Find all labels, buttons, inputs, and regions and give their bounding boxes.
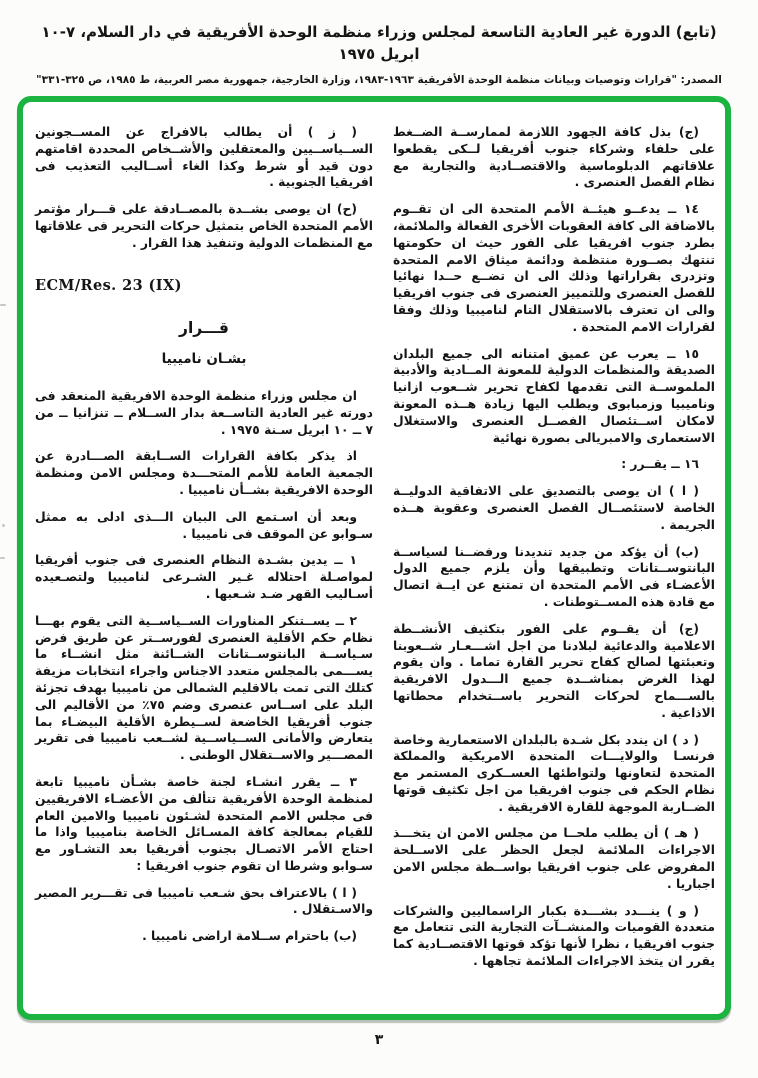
header-title: (تابع) الدورة غير العادية التاسعة لمجلس وزراء منظمة الوحدة الأفريقية في دار السلام، ٧-١٠ ابريل ١٩٧٥ (41, 23, 717, 63)
scan-artifact (0, 557, 5, 559)
para-15-gratitude-aid: ١٥ ــ يعرب عن عميق امتنانه الى جميع البلدان الصديقة والمنظمات الدولية للمعونة المــادية والأدبية الملموســة التى تقدمها لكفاح تحرير شــعوب ازانيا وناميبيا وزمبابوى ويطلب اليها زيادة هــذه المعونة لامكان اســتئصال الفصــل العنصرى والاستغلال الاستعمارى والامبريالى بصورة نهائية (393, 346, 715, 445)
item-d-colonial-powers: ( د ) ان يندد بكل شـدة بالبلدان الاستعمارية وخاصة فرنسـا والولايـــات المتحدة الامريكية والمملكة المتحدة لتعاونها ولتواطئها العســكرى المستمر مع نظام الحكم فى جنوب افريقيا من اجل تكثيف قوتها الضــاربة الموجهة للقارة الافريقية . (393, 732, 715, 814)
page-header (28, 22, 730, 87)
op-2-denounces-maneuvers: ٢ ــ يســتنكر المناورات الســياســية التى يقوم بهـــا نظام حكم الأقلية العنصرى لفورســتر عن طريق فرض سـياســة البانتوســتانات الشــائنة مثل انشــاء ما يســـمى بالمجلس متعدد الاجناس واجراء انتخابات مزيفة كتلك التى تمت بالاقليم الشمالى من ناميبيا بهدف تجزئة البلد على اســاس عنصرى وضم ٧٥٪ من الأقاليم الى جنوب أفريقيا الخاضعة لســيطرة الأقلية البيضـاء بما يتعارض والأمانى الســياســية لشــعب ناميبيا فى تقرير المصـــير والاســتقلال الوطنى . (35, 613, 374, 763)
scan-artifact (2, 524, 5, 527)
document-frame (17, 96, 731, 1020)
para-14-un-expulsion: ١٤ ــ يدعــو هيئــة الأمم المتحدة الى ان تقــوم بالاضافة الى كافة العقوبات الأخرى الفعالة والملائمة، بطرد جنوب افريقيا على الفور حيث ان حكومتها تنتهك بصــورة منتظمة ودائمة ميثاق الامم المتحدة وتزدرى بقراراتها وذلك الى ان تضــع حــدا نهائيا للفصل العنصرى وللتمييز العنصرى فى جنوب افريقيا والى ان تعترف بالاستقلال التام لناميبيا وذلك وفقا لقرارات الامم المتحدة . (393, 202, 715, 334)
item-a-apartheid-convention: ( ا ) ان يوصى بالتصديق على الاتفاقية الدوليــة الخاصة لاستئصــال الفصل العنصرى وعقوبة هــذه الجريمة . (393, 484, 715, 532)
op-1-condemns-occupation: ١ ــ يدين بشـدة النظام العنصرى فى جنوب أفريقيا لمواصـلة احتلاله غـير الشـرعى لناميبيا ولتصـعيده أسـاليب القهر ضـد شـعبها . (35, 553, 373, 601)
resolution-subtitle: بشـان ناميبيا (161, 351, 247, 368)
item-c-information-campaign: (ج) أن يقــوم على الفور بتكثيف الأنشــطة الاعلامية والدعائية لبلادنا من اجل اشـــعـار شــعوبنا وتعبئتها لصالح كفاح تحرير القارة تماما . وان يقوم لهذا الغرض بمناشــدة جميع الـــدول الافريقية بالســـماح لحركات التحرير باســتخدام محطاتها الاذاعية . (393, 621, 715, 720)
clause-c-pressure-on-allies: (ج) بذل كافة الجهود اللازمة لممارســة الضــغط على حلفاء وشركاء جنوب أفريقيا لــكى يقطعوا علاقاتهم الدبلوماسية والاقتصــادية والتجارية مع نظام الفصل العنصرى . (393, 125, 715, 190)
sub-a-self-determination: ( ا ) بالاعتراف بحق شـعب ناميبيا فى تقـــرير المصير والاسـتقلال . (35, 885, 373, 917)
item-b-bantustans: (ب) أن يؤكد من جديد تنديدنا ورفضــنا لسياســة البانتوســتانات وتطبيقها وأن يلزم جميع الدول الأعضـاء فى الأمم المتحدة ان تمتنع عن ايــة اتصال مع قادة هذه المســتوطنات . (393, 544, 715, 609)
page-number: ٣ (374, 1032, 384, 1048)
item-f-multinationals: ( و ) ينـــدد بشـــدة بكبار الراسماليين والشركات متعددة القوميات والمنشــآت التجارية التى تتعامل مع جنوب افريقيا ، نظرا لأنها تؤكد قوتها الاقتصــادية كما يقرر ان يتخذ الاجراءات الملائمة تجاهها . (393, 903, 715, 969)
preamble-council-session: ان مجلس وزراء منظمة الوحدة الافريقية المنعقد فى دورته غير العادية التاســعة بدار الســلام ــ تنزانيا ــ من ٧ ــ ١٠ ابريل سـنة ١٩٧٥ . (35, 388, 373, 437)
sub-b-territorial-integrity: (ب) باحترام ســلامة اراضى ناميبيا . (142, 929, 357, 944)
item-g-political-prisoners: ( ز ) أن يطالب بالافراج عن المســجونين الســياســيين والمعتقلين والأشــخاص المحددة اقامتهم دون قيد أو شرط وكذا الغاء أســاليب التعذيب فى افريقيا الجنوبية . (35, 125, 373, 190)
two-column-layout (35, 124, 715, 1008)
item-h-liberation-representation: (ح) ان يوصى بشــدة بالمصــادقة على قـــرار مؤتمر الأمم المتحدة الخاص بتمثيل حركات التحرير فى علاقاتها مع المنظمات الدولية وتنفيذ هذا القرار . (35, 202, 373, 250)
header-source: المصدر: "قرارات وتوصيات وبيانات منظمة الوحدة الأفريقية ١٩٦٣-١٩٨٣، وزارة الخارجية، جمهورية مصر العربية، ط ١٩٨٥، ص ٣٢٥-٣٣١" (36, 73, 722, 86)
scan-artifact (0, 304, 6, 306)
column-left (35, 124, 373, 1008)
preamble-swapo-statement: وبعد أن اسـتمع الى البيان الـــذى ادلى به ممثل سـوابو عن الموقف فى ناميبيا . (35, 509, 373, 541)
preamble-recalling-resolutions: اذ يذكر بكافة القرارات الســابقة الصـــادرة عن الجمعية العامة للأمم المتحـــدة ومجلس الامن ومنظمة الوحدة الافريقية بشــأن ناميبيا . (35, 449, 373, 497)
resolution-reference: ECM/Res. 23 (IX) (35, 276, 182, 294)
para-16-decides: ١٦ ــ يقــرر : (621, 457, 699, 472)
item-e-arms-embargo: ( هـ ) أن يطلب ملحــا من مجلس الامن ان يتخـــذ الاجراءات الملائمة لجعل الحظر على الاســلحة المفروض على جنوب افريقيا بواســطة مجلس الامن اجباريا . (393, 826, 715, 891)
column-right (393, 124, 715, 1008)
op-3-special-committee: ٣ ــ يقرر انشـاء لجنة خاصة بشـأن ناميبيا تابعة لمنظمة الوحدة الأفريقية تتألف من الأعضـاء الافريقيين فى مجلس الامم المتحدة لشـئون ناميبيا والامين العام للقيام بمعالجة كافة المسـائل الخاصة بناميبيا واذا ما احتاج الأمر الاتصـال بجنوب أفريقيا بعد التشـاور مع سـوابو وشرطا ان تقوم جنوب افريقيا : (35, 774, 373, 873)
resolution-title: قـــرار (179, 319, 229, 338)
